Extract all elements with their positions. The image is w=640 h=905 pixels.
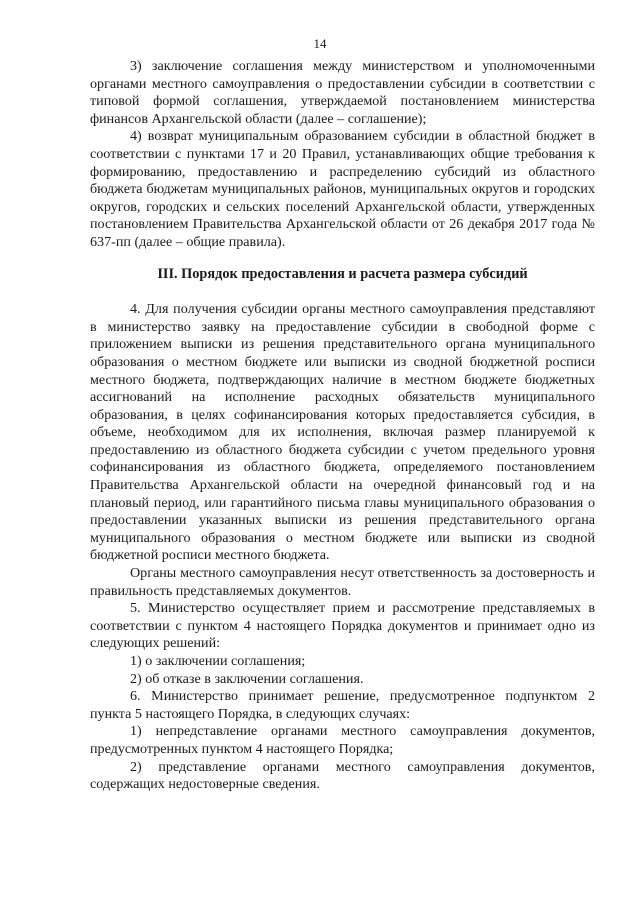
paragraph-case-2: 2) представление органами местного самоуправления документов, содержащих недостоверные сведения. [90, 758, 595, 793]
paragraph-case-1: 1) непредставление органами местного самоуправления документов, предусмотренных пунктом 4 настоящего Порядка; [90, 723, 595, 757]
document-body [90, 58, 595, 794]
paragraph-clause-6: 6. Министерство принимает решение, предусмотренное подпунктом 2 пункта 5 настоящего Порядка, в следующих случаях: [90, 688, 595, 722]
paragraph-clause-4: 4. Для получения субсидии органы местного самоуправления представляют в министерство заявку на предоставление субсидии в свободной форме с приложением выписки из решения представительного органа муниципального образования о местном бюджете или выписки из сводной бюджетной росписи местного бюджета, подтверждающих наличие в местном бюджете бюджетных ассигнований на исполнение расходных обязательств муниципального образования, в целях софинансирования которых предоставляется субсидия, в объеме, необходимом для их исполнения, включая размер планируемой к предоставлению из областного бюджета субсидии с учетом предельного уровня софинансирования из областного бюджета, определяемого постановлением Правительства Архангельской области на очередной финансовый год и на плановый период, или гарантийного письма главы муниципального образования о предоставлении указанных выписки из решения представительного органа муниципального образования о местном бюджете или выписки из сводной бюджетной росписи местного бюджета. [90, 301, 595, 564]
paragraph-decision-2: 2) об отказе в заключении соглашения. [130, 670, 364, 687]
paragraph-responsibility: Органы местного самоуправления несут ответственность за достоверность и правильность представляемых документов. [90, 565, 595, 599]
section-heading: III. Порядок предоставления и расчета размера субсидий [157, 265, 528, 282]
paragraph-decision-1: 1) о заключении соглашения; [130, 653, 306, 669]
paragraph-clause-5: 5. Министерство осуществляет прием и рассмотрение представляемых в соответствии с пунктом 4 настоящего Порядка документов и принимает одно из следующих решений: [90, 600, 595, 652]
paragraph-item-3-agreement: 3) заключение соглашения между министерством и уполномоченными органами местного самоуправления о предоставлении субсидии в соответствии с типовой формой соглашения, утверждаемой постановлением министерства финансов Архангельской области (далее – соглашение); [90, 58, 595, 127]
paragraph-item-4-refund: 4) возврат муниципальным образованием субсидии в областной бюджет в соответствии с пунктами 17 и 20 Правил, устанавливающих общие требования к формированию, предоставлению и распределению субсидий из областного бюджета бюджетам муниципальных районов, муниципальных округов и городских округов, городских и сельских поселений Архангельской области, утвержденных постановлением Правительства Архангельской области от 26 декабря 2017 года № 637-пп (далее – общие правила). [90, 128, 595, 250]
page-number: 14 [313, 36, 327, 51]
